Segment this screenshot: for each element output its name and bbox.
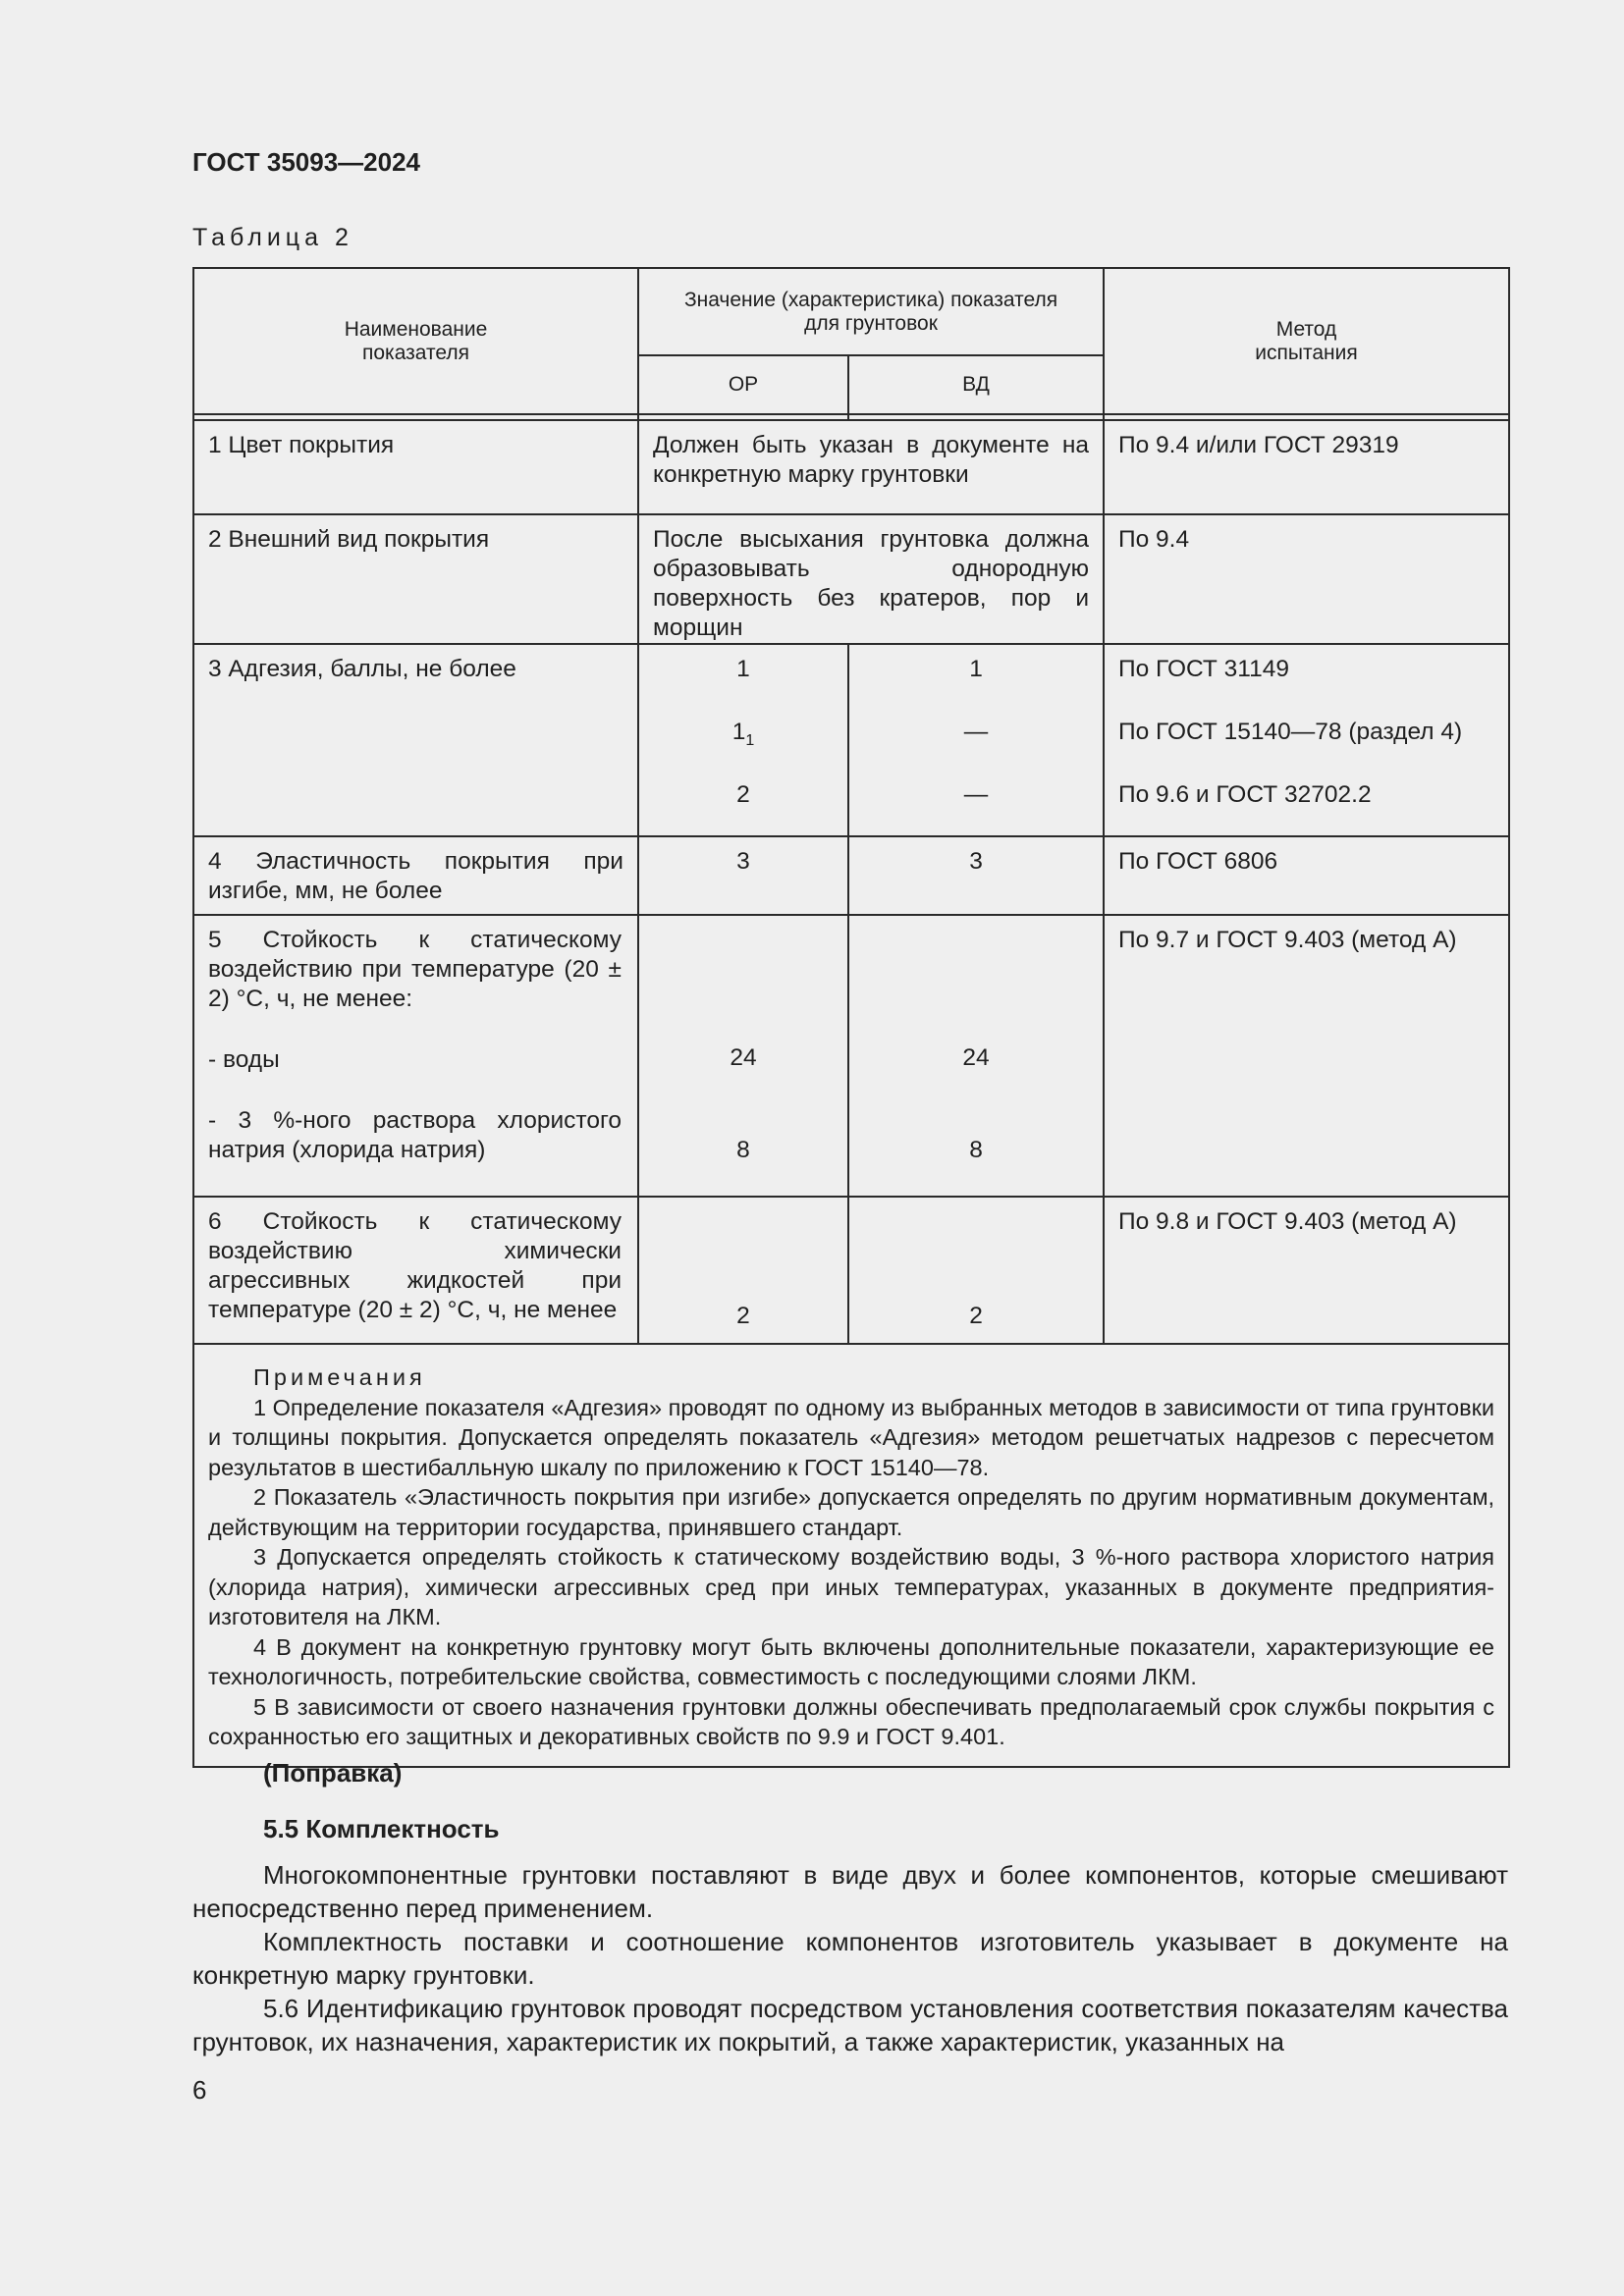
test-method: По 9.8 и ГОСТ 9.403 (метод А)	[1118, 1208, 1457, 1235]
table-row	[193, 836, 1509, 915]
op-value: 2	[736, 781, 750, 808]
test-method: По 9.4	[1118, 526, 1190, 553]
test-method: По 9.6 и ГОСТ 32702.2	[1118, 781, 1372, 808]
op-value: $1_1$	[731, 719, 755, 749]
table-row	[193, 514, 1509, 644]
note-item: 5 В зависимости от своего назначения грунтовки должны обеспечивать предполагаемый срок службы покрытия с сохранностью его защитных и декоративных свойств по 9.9 и ГОСТ 9.401.	[208, 1693, 1495, 1749]
indicator-name: 5 Стойкость к статическому воздействию при температуре (20 ± 2) °С, ч, не менее:	[208, 927, 622, 1012]
note-item: 3 Допускается определять стойкость к статическому воздействию воды, 3 %-ного раствора хлористого натрия (хлорида натрия), химически агрессивных сред при иных температурах, указанных в документе предприятия-изготовителя на ЛКМ.	[208, 1544, 1495, 1629]
vd-value: 8	[969, 1137, 983, 1163]
test-method: По ГОСТ 31149	[1118, 656, 1289, 682]
note-item: 2 Показатель «Эластичность покрытия при изгибе» допускается определять по другим нормативным документам, действующим на территории государства, принявшего стандарт.	[208, 1484, 1495, 1540]
indicator-name: 4 Эластичность покрытия при изгибе, мм, не более	[208, 848, 623, 904]
test-method: По 9.7 и ГОСТ 9.403 (метод А)	[1118, 927, 1457, 953]
column-header-vd: ВД	[848, 355, 1104, 414]
op-value: 2	[736, 1303, 750, 1329]
sub-indicator-water: - воды	[208, 1046, 280, 1073]
table-row	[193, 420, 1509, 514]
page-number: 6	[192, 2075, 207, 2105]
body-paragraph: Комплектность поставки и соотношение компонентов изготовитель указывает в документе на конкретную марку грунтовки.	[192, 1927, 1508, 1990]
indicator-name: 3 Адгезия, баллы, не более	[208, 656, 516, 682]
body-paragraph: Многокомпонентные грунтовки поставляют в виде двух и более компонентов, которые смешивают непосредственно перед применением.	[192, 1860, 1508, 1923]
specification-table	[192, 267, 1510, 1768]
vd-value: 3	[969, 848, 983, 875]
column-header-op: ОР	[638, 355, 848, 414]
vd-value: —	[963, 719, 989, 745]
notes-row	[193, 1344, 1509, 1767]
indicator-value: После высыхания грунтовка должна образовывать однородную поверхность без кратеров, пор и морщин	[653, 526, 1090, 641]
amendment-note: (Поправка)	[263, 1758, 403, 1788]
vd-value: 1	[969, 656, 983, 682]
test-method: По ГОСТ 15140—78 (раздел 4)	[1118, 719, 1463, 745]
table-row	[193, 1197, 1509, 1344]
note-item: 1 Определение показателя «Адгезия» проводят по одному из выбранных методов в зависимости от типа грунтовки и толщины покрытия. Допускается определять показатель «Адгезия» методом решетчатых надрезов с пересчетом результатов в шестибалльную шкалу по приложению к ГОСТ 15140—78.	[208, 1394, 1495, 1480]
vd-value: 24	[962, 1044, 990, 1071]
document-header: ГОСТ 35093—2024	[192, 147, 420, 177]
column-header-method: Метод испытания	[1104, 268, 1509, 414]
indicator-name: 1 Цвет покрытия	[208, 432, 395, 458]
notes-title: Примечания	[253, 1364, 426, 1390]
op-value: 8	[736, 1137, 750, 1163]
op-value: 1	[736, 656, 750, 682]
note-item: 4 В документ на конкретную грунтовку могут быть включены дополнительные показатели, характеризующие ее технологичность, потребительские свойства, совместимость с последующими слоями ЛКМ.	[208, 1633, 1495, 1689]
test-method: По ГОСТ 6806	[1118, 848, 1278, 875]
indicator-name: 2 Внешний вид покрытия	[208, 526, 490, 553]
body-paragraph: 5.6 Идентификацию грунтовок проводят посредством установления соответствия показателям качества грунтовок, их назначения, характеристик их покрытий, а также характеристик, указанных на	[192, 1994, 1508, 2056]
section-heading: 5.5 Комплектность	[263, 1814, 500, 1843]
op-value: 24	[730, 1044, 757, 1071]
vd-value: 2	[969, 1303, 983, 1329]
test-method: По 9.4 и/или ГОСТ 29319	[1118, 432, 1399, 458]
op-value: 3	[736, 848, 750, 875]
table-row	[193, 915, 1509, 1197]
column-header-value: Значение (характеристика) показателя для грунтовок	[638, 268, 1104, 355]
vd-value: —	[963, 781, 989, 808]
table-caption: Таблица 2	[192, 224, 353, 251]
table-row	[193, 644, 1509, 836]
column-header-name: Наименование показателя	[193, 268, 638, 414]
sub-indicator-salt: - 3 %-ного раствора хлористого натрия (хлорида натрия)	[208, 1107, 622, 1163]
indicator-value: Должен быть указан в документе на конкретную марку грунтовки	[653, 432, 1090, 488]
indicator-name: 6 Стойкость к статическому воздействию химически агрессивных жидкостей при температуре (20 ± 2) °С, ч, не менее	[208, 1208, 622, 1323]
